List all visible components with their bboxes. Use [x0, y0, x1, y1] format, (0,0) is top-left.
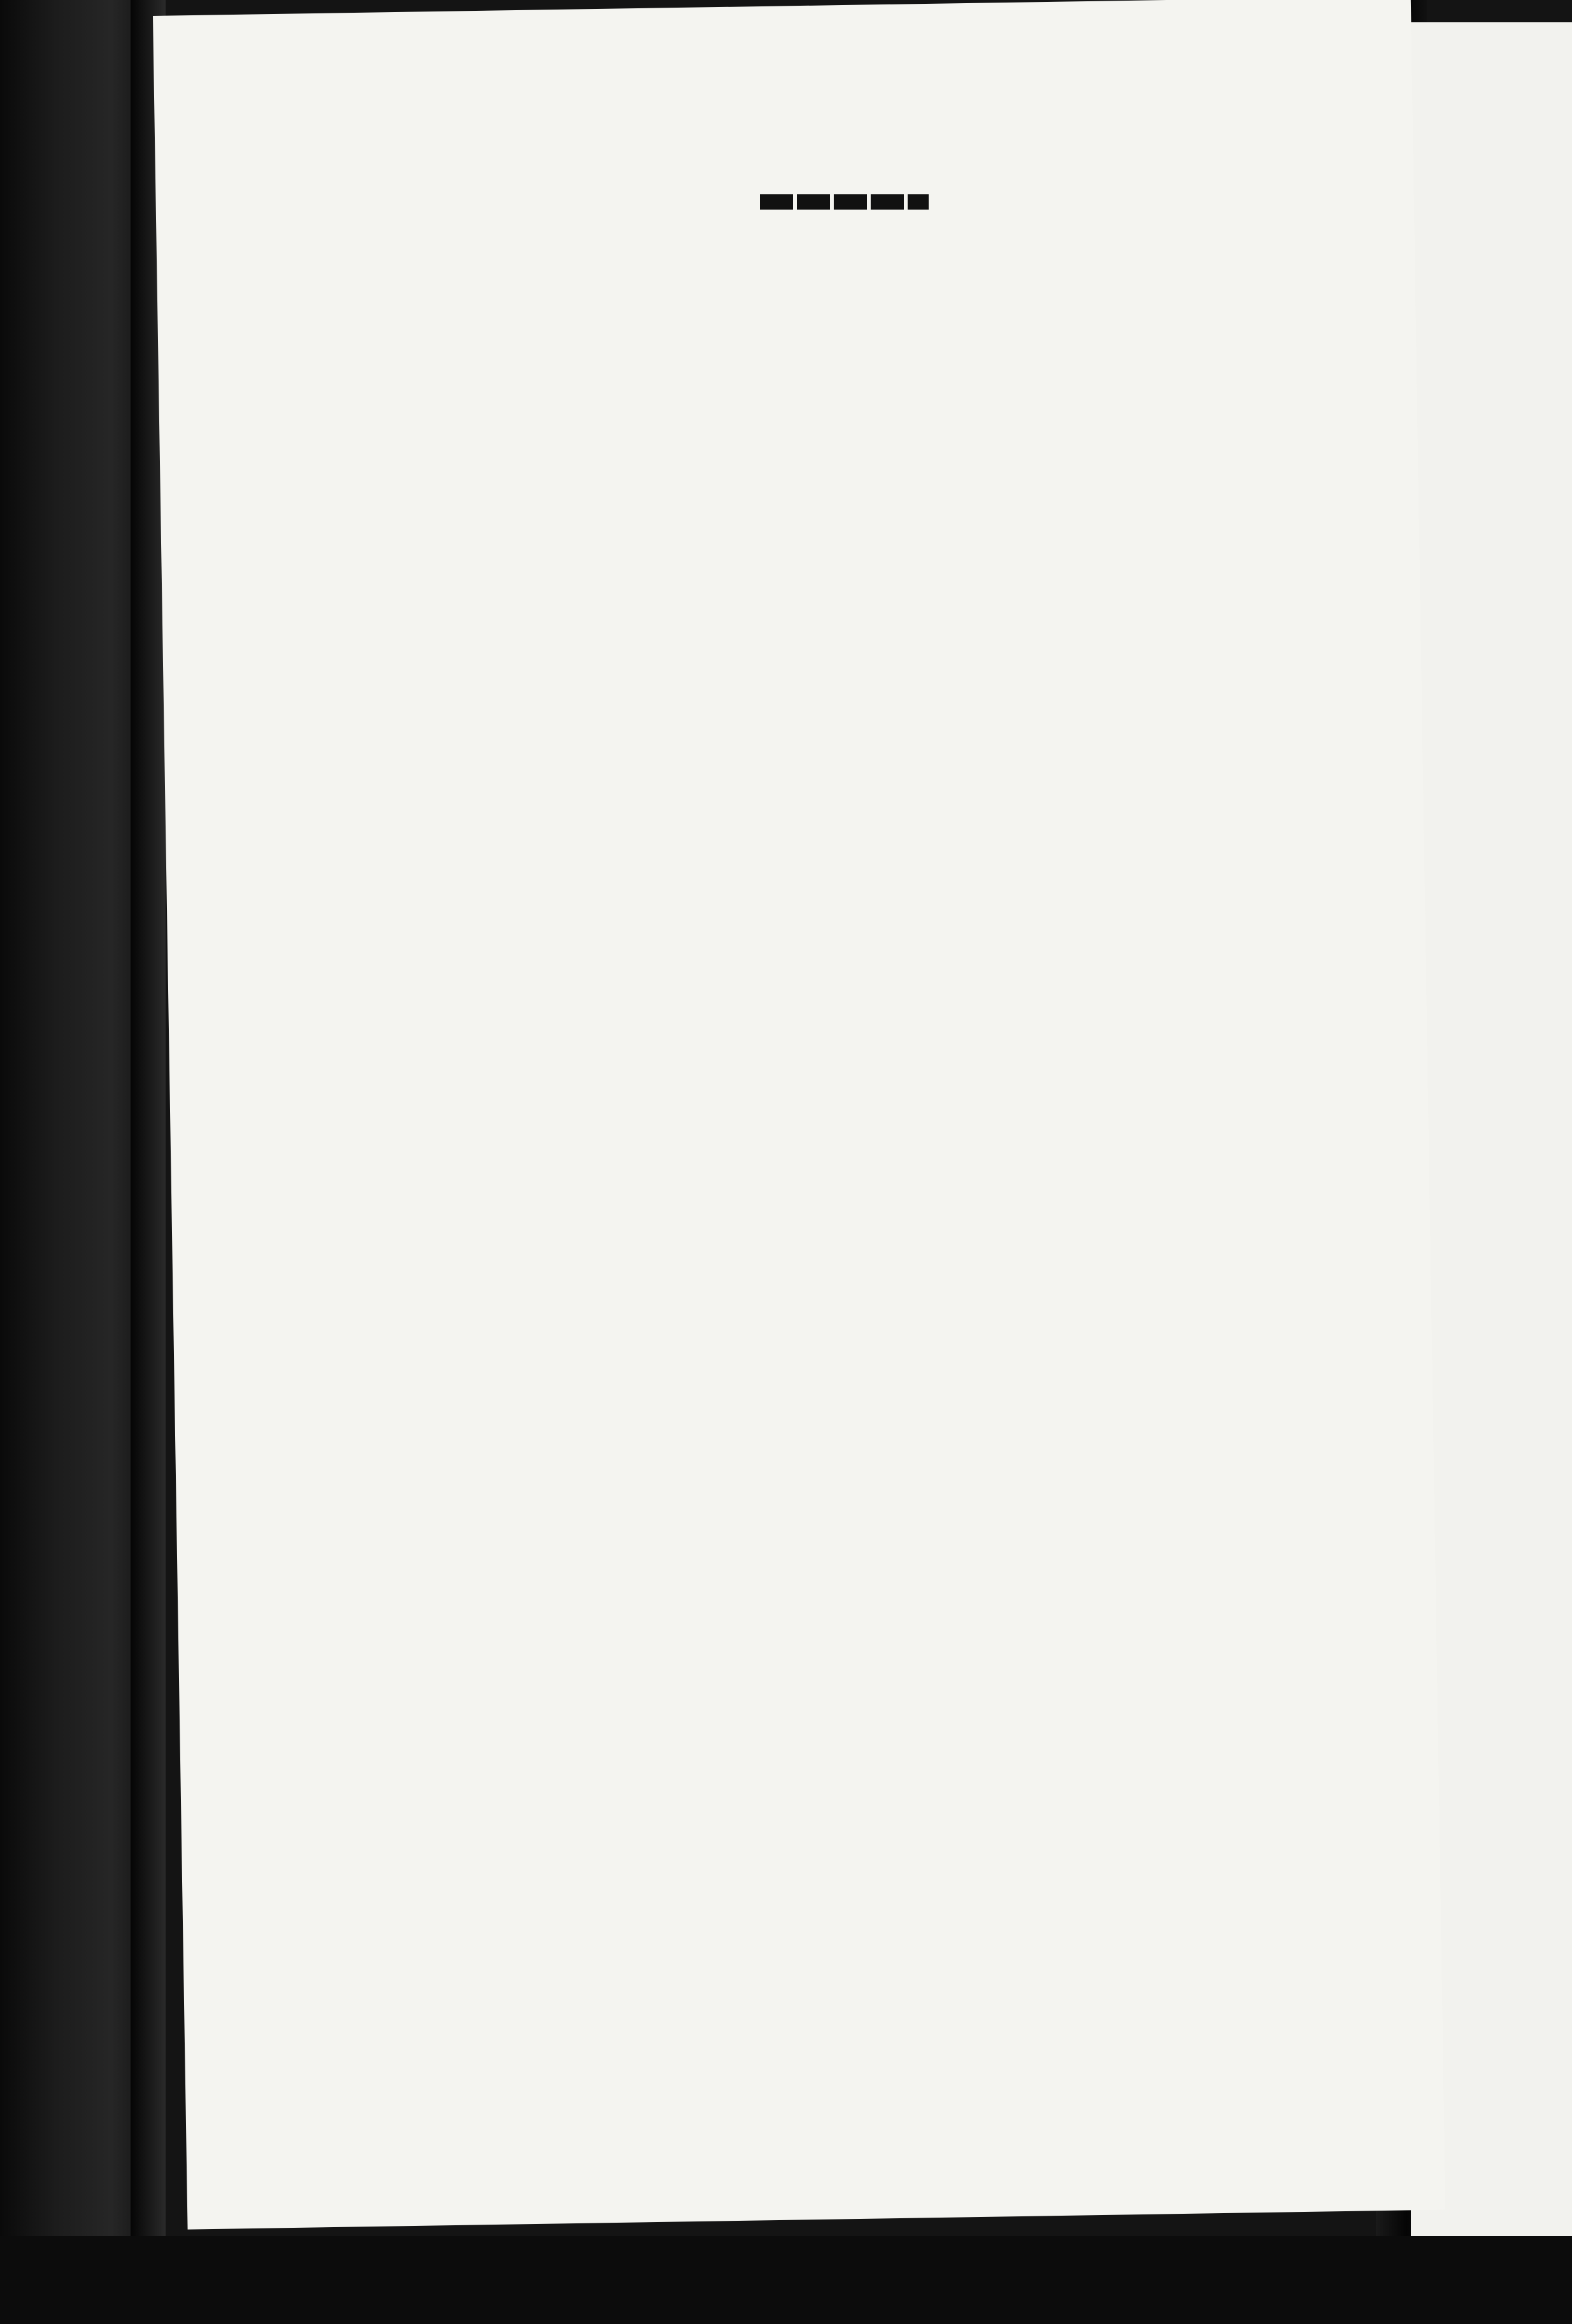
- main-page: [153, 0, 1445, 2230]
- bottom-shadow: [0, 2236, 1572, 2324]
- header-ornament: [760, 194, 929, 210]
